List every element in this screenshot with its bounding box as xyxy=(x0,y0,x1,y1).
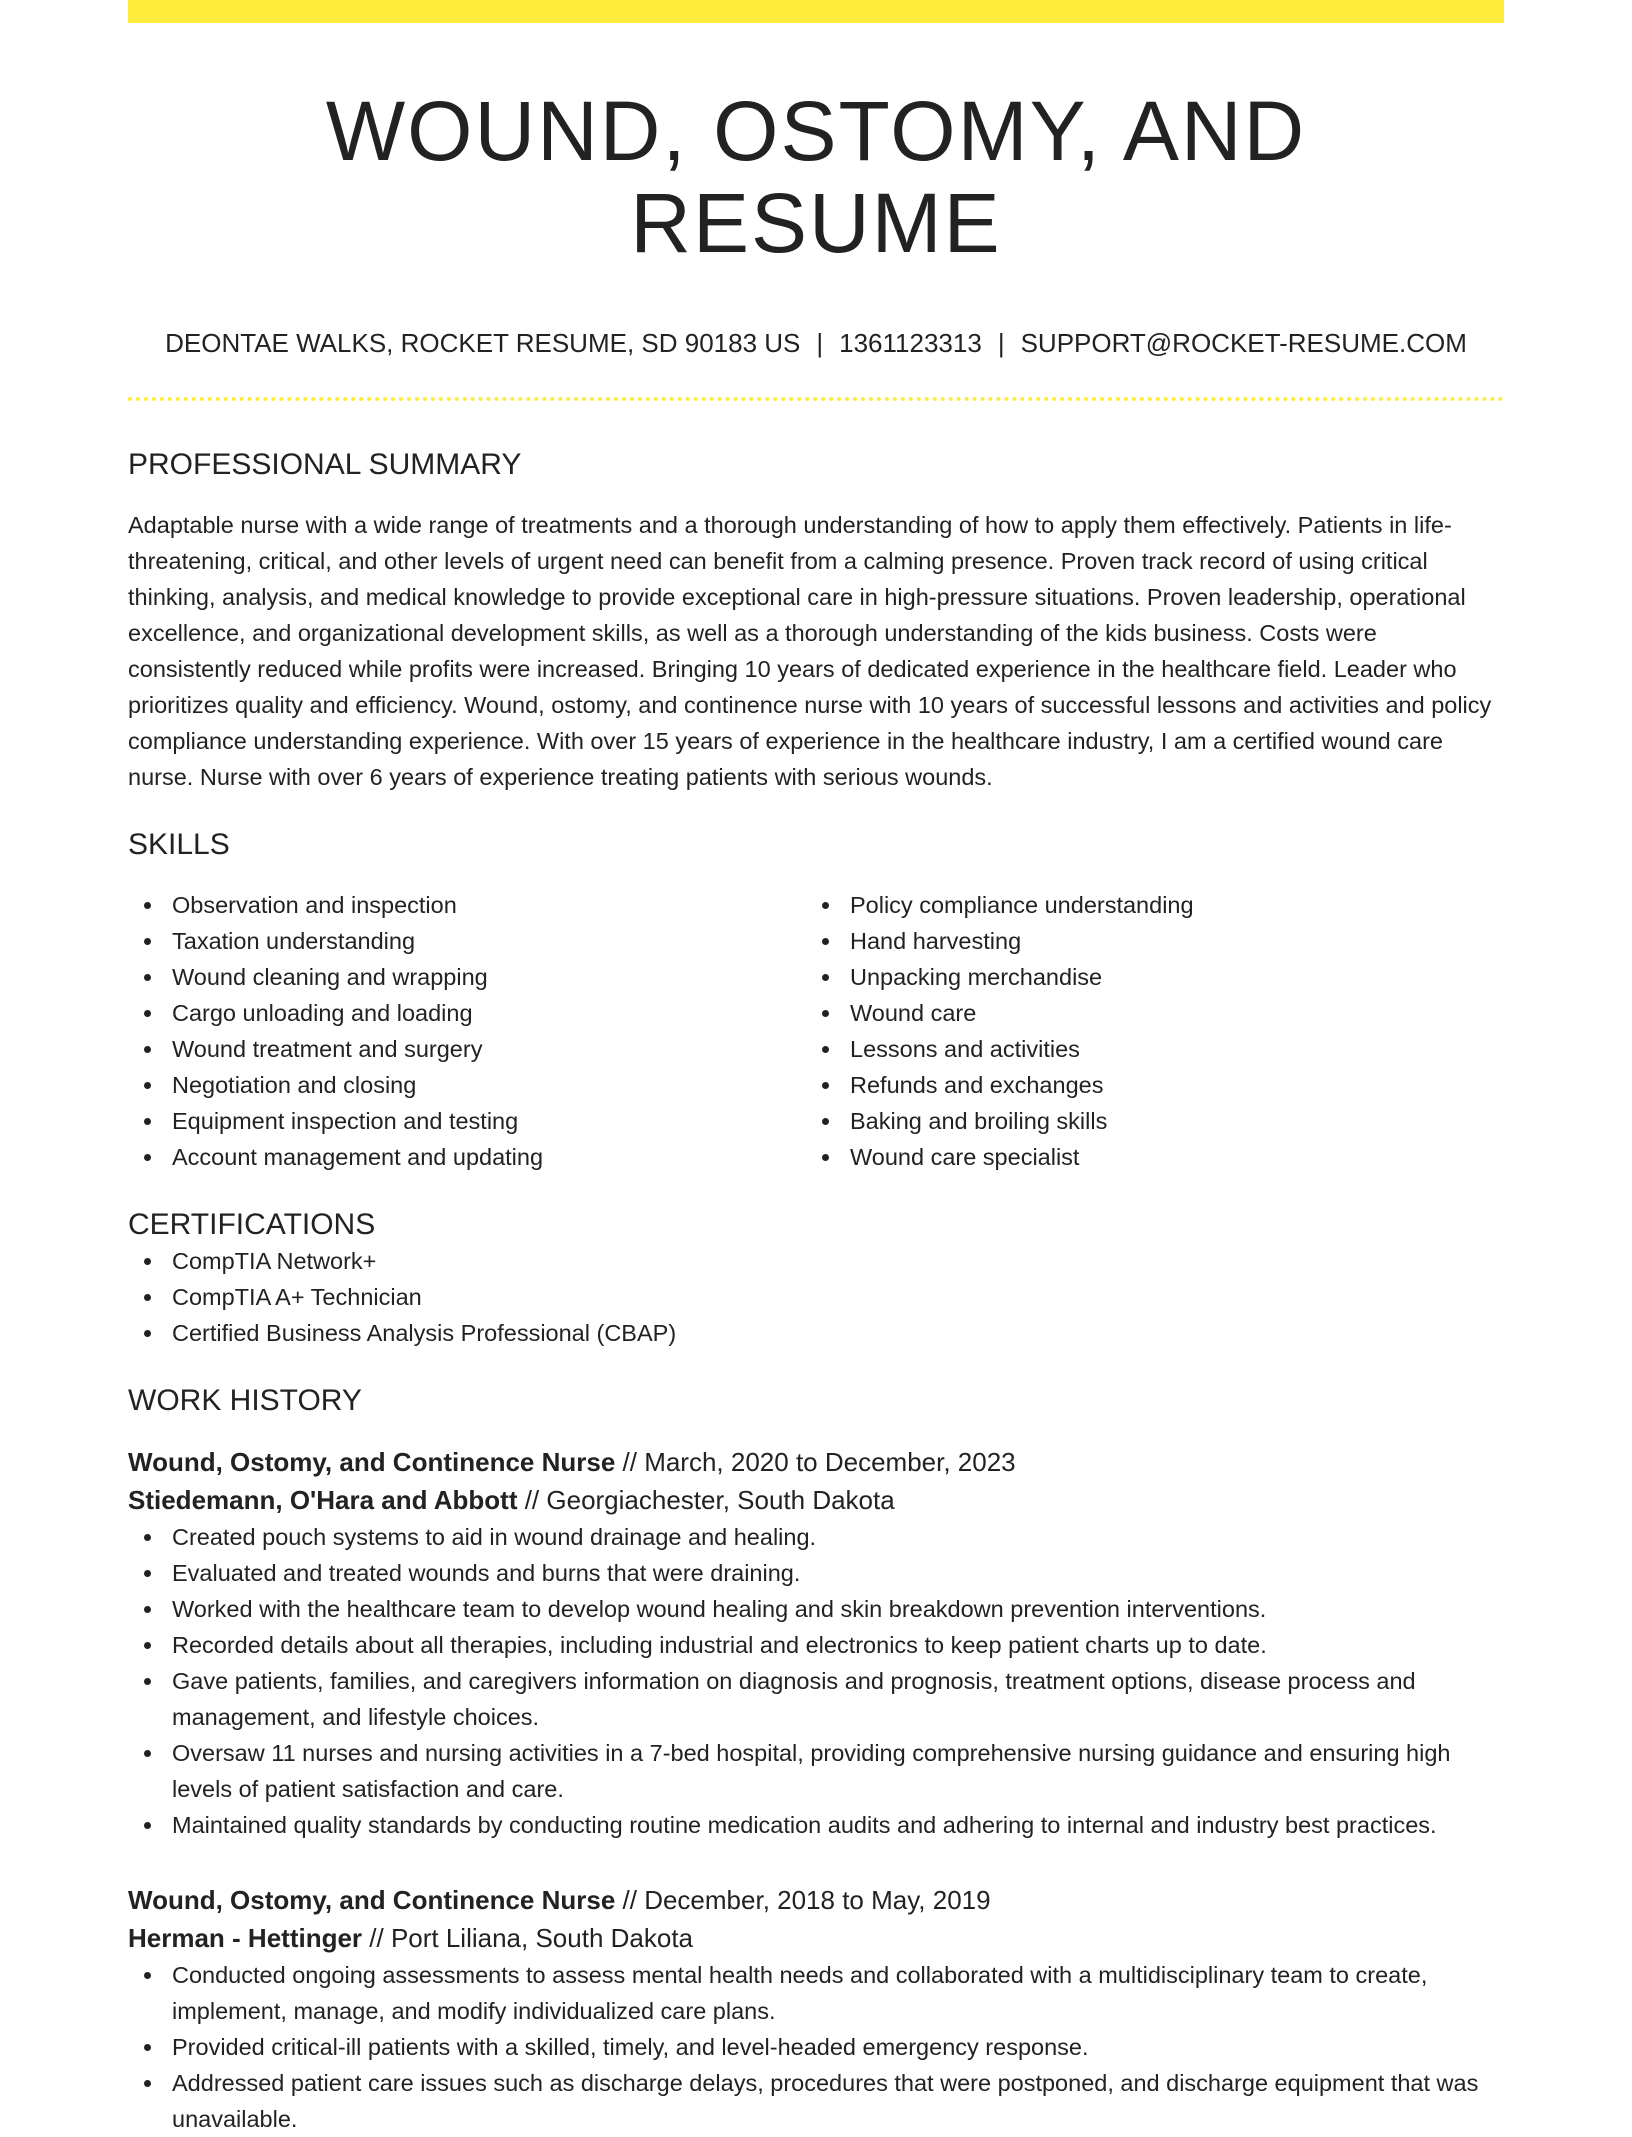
job-company-line xyxy=(128,1919,1504,1957)
summary-heading: PROFESSIONAL SUMMARY xyxy=(128,447,522,481)
skills-heading: SKILLS xyxy=(128,827,230,861)
job-bullet: Maintained quality standards by conducting routine medication audits and adhering to internal and industry best practices. xyxy=(128,1807,1504,1843)
job-bullet: Addressed patient care issues such as discharge delays, procedures that were postponed, and discharge equipment that was unavailable. xyxy=(128,2065,1504,2137)
job-company-line xyxy=(128,1481,1504,1519)
skill-item: Lessons and activities xyxy=(806,1031,1484,1067)
skills-list-left xyxy=(128,887,806,1175)
job-title: Wound, Ostomy, and Continence Nurse xyxy=(128,1446,616,1477)
skill-item: Negotiation and closing xyxy=(128,1067,806,1103)
skill-item: Baking and broiling skills xyxy=(806,1103,1484,1139)
job-bullet: Oversaw 11 nurses and nursing activities in a 7-bed hospital, providing comprehensive nursing guidance and ensuring high levels of patient satisfaction and care. xyxy=(128,1735,1504,1807)
job-bullet: Gave patients, families, and caregivers information on diagnosis and prognosis, treatment options, disease process and management, and lifestyle choices. xyxy=(128,1663,1504,1735)
skill-item: Wound treatment and surgery xyxy=(128,1031,806,1067)
job-dates: // December, 2018 to May, 2019 xyxy=(615,1884,991,1915)
job-bullet: Created pouch systems to aid in wound drainage and healing. xyxy=(128,1519,1504,1555)
certifications-list xyxy=(128,1243,1504,1351)
job-bullet: Worked with the healthcare team to develop wound healing and skin breakdown prevention interventions. xyxy=(128,1591,1504,1627)
job-company: Herman - Hettinger xyxy=(128,1922,363,1953)
accent-top-bar xyxy=(128,0,1504,23)
contact-separator: | xyxy=(816,327,824,358)
dotted-divider xyxy=(128,397,1504,401)
job-bullets xyxy=(128,1519,1504,1843)
job-entry xyxy=(128,1443,1504,1843)
skills-column-left xyxy=(128,887,806,1175)
job-location: // Georgiachester, South Dakota xyxy=(517,1484,895,1515)
job-company: Stiedemann, O'Hara and Abbott xyxy=(128,1484,518,1515)
job-entry xyxy=(128,1881,1504,2137)
resume-title: WOUND, OSTOMY, AND RESUME xyxy=(325,84,1307,271)
certification-item: CompTIA Network+ xyxy=(128,1243,1504,1279)
skill-item: Taxation understanding xyxy=(128,923,806,959)
job-title-line xyxy=(128,1443,1504,1481)
skill-item: Policy compliance understanding xyxy=(806,887,1484,923)
skill-item: Unpacking merchandise xyxy=(806,959,1484,995)
summary-text: Adaptable nurse with a wide range of treatments and a thorough understanding of how to apply them effectively. Patients in life-threatening, critical, and other levels of urgent need can benefit from a calming presence. Proven track record of using critical thinking, analysis, and medical knowledge to provide exceptional care in high-pressure situations. Proven leadership, operational excellence, and organizational development skills, as well as a thorough understanding of the kids business. Costs were consistently reduced while profits were increased. Bringing 10 years of dedicated experience in the healthcare field. Leader who prioritizes quality and efficiency. Wound, ostomy, and continence nurse with 10 years of successful lessons and activities and policy compliance understanding experience. With over 15 years of experience in the healthcare industry, I am a certified wound care nurse. Nurse with over 6 years of experience treating patients with serious wounds. xyxy=(128,511,1492,790)
skill-item: Wound cleaning and wrapping xyxy=(128,959,806,995)
skills-column-right xyxy=(806,887,1484,1175)
resume-content xyxy=(128,0,1504,2137)
job-bullet: Provided critical-ill patients with a skilled, timely, and level-headed emergency response. xyxy=(128,2029,1504,2065)
skill-item: Wound care specialist xyxy=(806,1139,1484,1175)
skills-grid xyxy=(128,887,1504,1175)
job-location: // Port Liliana, South Dakota xyxy=(362,1922,694,1953)
job-bullet: Recorded details about all therapies, including industrial and electronics to keep patient charts up to date. xyxy=(128,1627,1504,1663)
contact-address: DEONTAE WALKS, ROCKET RESUME, SD 90183 US xyxy=(165,327,801,358)
contact-phone: 1361123313 xyxy=(839,327,982,358)
skill-item: Wound care xyxy=(806,995,1484,1031)
job-dates: // March, 2020 to December, 2023 xyxy=(615,1446,1016,1477)
contact-email: SUPPORT@ROCKET-RESUME.COM xyxy=(1020,327,1467,358)
job-title: Wound, Ostomy, and Continence Nurse xyxy=(128,1884,616,1915)
skill-item: Equipment inspection and testing xyxy=(128,1103,806,1139)
certification-item: CompTIA A+ Technician xyxy=(128,1279,1504,1315)
skill-item: Refunds and exchanges xyxy=(806,1067,1484,1103)
contact-separator: | xyxy=(997,327,1005,358)
certification-item: Certified Business Analysis Professional (CBAP) xyxy=(128,1315,1504,1351)
certifications-heading: CERTIFICATIONS xyxy=(128,1207,376,1241)
contact-line xyxy=(128,328,1504,359)
job-bullet: Conducted ongoing assessments to assess mental health needs and collaborated with a multidisciplinary team to create, implement, manage, and modify individualized care plans. xyxy=(128,1957,1504,2029)
job-title-line xyxy=(128,1881,1504,1919)
skill-item: Hand harvesting xyxy=(806,923,1484,959)
skills-list-right xyxy=(806,887,1484,1175)
skill-item: Account management and updating xyxy=(128,1139,806,1175)
job-bullet: Evaluated and treated wounds and burns that were draining. xyxy=(128,1555,1504,1591)
work-history-heading: WORK HISTORY xyxy=(128,1383,362,1417)
job-bullets xyxy=(128,1957,1504,2137)
skill-item: Cargo unloading and loading xyxy=(128,995,806,1031)
skill-item: Observation and inspection xyxy=(128,887,806,923)
